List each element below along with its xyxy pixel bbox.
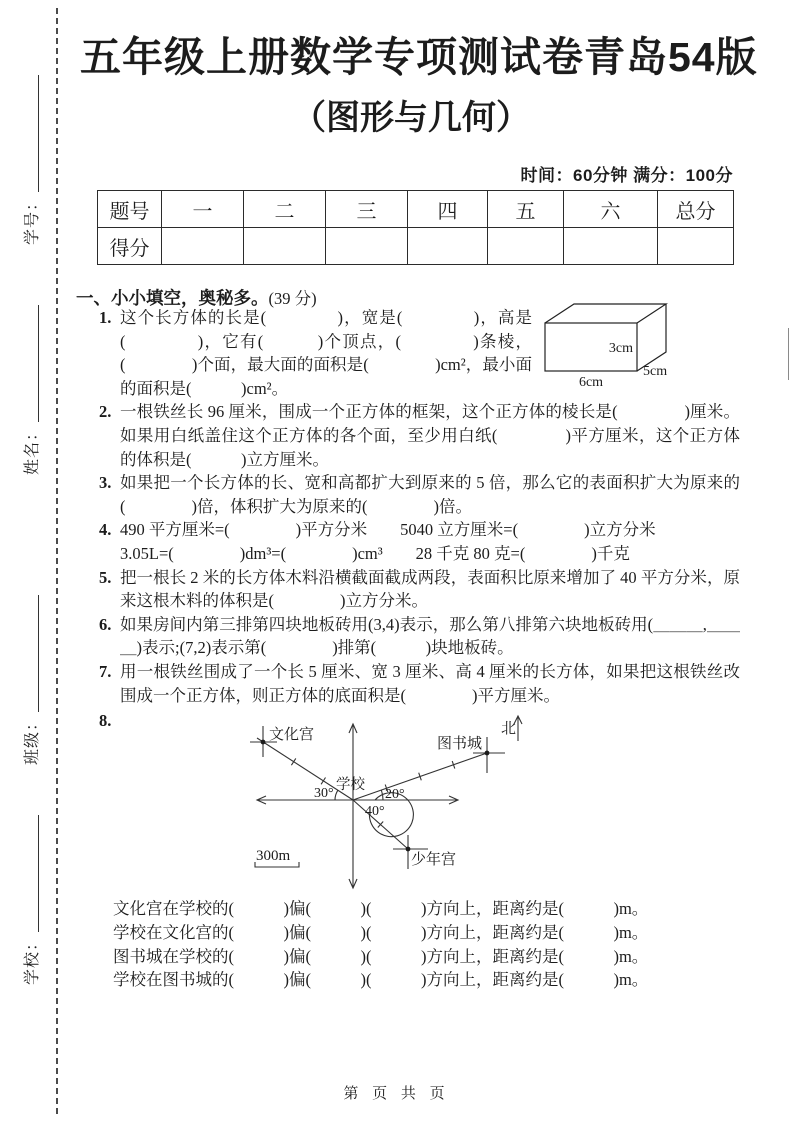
page-title: 五年级上册数学专项测试卷青岛54版	[80, 34, 758, 80]
direction-map-figure	[225, 709, 565, 897]
question-2	[97, 400, 740, 471]
class-field	[20, 595, 42, 765]
cuboid-width-label: 6cm	[578, 375, 604, 390]
question-7-number: 7.	[99, 661, 112, 681]
question-6-number: 6.	[99, 614, 112, 634]
score-cell	[488, 228, 564, 265]
north-label: 北	[501, 721, 517, 738]
page-subtitle: （图形与几何）	[292, 99, 530, 137]
question-3-text: 如果把一个长方体的长、宽和高都扩大到原来的 5 倍，那么它的表面积扩大为原来的( )倍，体积扩大为原来的( )倍。	[120, 473, 740, 516]
score-header-cell: 一	[162, 191, 244, 228]
student-id-label: 学号：	[24, 193, 41, 245]
score-cell	[658, 228, 734, 265]
angle-ne-label: 20°	[385, 787, 405, 803]
question-8-statements	[113, 897, 740, 992]
statement-line: 学校在文化宫的( )偏( )( )方向上，距离约是( )m。	[113, 922, 649, 942]
name-label: 姓名：	[24, 423, 41, 475]
place-se-label: 少年宫	[411, 852, 457, 869]
score-table	[97, 190, 734, 265]
angle-nw-label: 30°	[314, 786, 334, 802]
score-header-cell: 二	[244, 191, 326, 228]
student-id-field	[20, 75, 42, 245]
name-field	[20, 305, 42, 475]
page-footer: 第 页 共 页	[343, 1086, 450, 1102]
name-blank-line	[24, 305, 39, 422]
student-id-blank-line	[24, 75, 39, 192]
score-header-cell: 六	[564, 191, 658, 228]
statement-line: 文化宫在学校的( )偏( )( )方向上，距离约是( )m。	[113, 899, 649, 919]
question-6	[97, 613, 740, 660]
question-list	[97, 306, 740, 992]
question-4-text-line2: 3.05L=( )dm³=( )cm³ 28 千克 80 克=( )千克	[120, 543, 630, 563]
time-score-meta: 时间：60分钟 满分：100分	[520, 166, 733, 185]
section-1-title: 一、小小填空，奥秘多。	[76, 288, 269, 308]
score-header-cell: 题号	[98, 191, 162, 228]
question-5	[97, 566, 740, 613]
question-5-number: 5.	[99, 567, 112, 587]
section-1-points: (39 分)	[268, 289, 317, 308]
question-1-number: 1.	[99, 308, 112, 327]
score-cell	[244, 228, 326, 265]
place-ne-label: 图书城	[437, 736, 483, 753]
center-school-label: 学校	[336, 777, 365, 794]
question-8-number: 8.	[99, 711, 112, 731]
score-cell	[564, 228, 658, 265]
score-table-score-row	[98, 228, 734, 265]
score-cell	[326, 228, 408, 265]
school-blank-line	[24, 815, 39, 932]
question-4-text-line1: 490 平方厘米=( )平方分米 5040 立方厘米=( )立方分米	[120, 520, 656, 540]
cuboid-depth-label: 5cm	[643, 364, 668, 379]
question-2-text: 一根铁丝长 96 厘米，围成一个正方体的框架，这个正方体的棱长是( )厘米。如果用白纸盖住这个正方体的各个面，至少用白纸( )平方厘米，这个正方体的体积是( )立方厘米。	[120, 402, 740, 469]
angle-se-label: 40°	[365, 804, 385, 820]
score-header-cell: 三	[326, 191, 408, 228]
cuboid-figure	[540, 296, 740, 390]
question-7-text: 用一根铁丝围成了一个长 5 厘米、宽 3 厘米、高 4 厘米的长方体，如果把这根铁丝改围成一个正方体，则正方体的底面积是( )平方厘米。	[120, 661, 740, 705]
school-field	[20, 815, 42, 985]
question-4-number: 4.	[99, 520, 112, 540]
school-label: 学校：	[24, 933, 41, 985]
question-8	[97, 709, 740, 992]
statement-line: 图书城在学校的( )偏( )( )方向上，距离约是( )m。	[113, 946, 649, 966]
page-trim-mark	[788, 328, 789, 380]
score-cell	[408, 228, 488, 265]
question-6-text: 如果房间内第三排第四块地板砖用(3,4)表示，那么第八排第六块地板砖用(＿＿＿,＿＿＿)表示;(7,2)表示第( )排第( )块地板砖。	[120, 614, 740, 658]
score-cell	[162, 228, 244, 265]
statement-line: 学校在图书城的( )偏( )( )方向上，距离约是( )m。	[113, 970, 649, 990]
question-3	[97, 471, 740, 518]
class-label: 班级：	[24, 713, 41, 765]
question-1-text: 这个长方体的长是( )，宽是( )，高是( )，它有( )个顶点，( )条棱，( )个面，最大面的面积是( )cm²，最小面的面积是( )cm²。	[120, 308, 532, 398]
score-row-label: 得分	[98, 228, 162, 265]
place-nw-label: 文化宫	[269, 727, 315, 744]
question-2-number: 2.	[99, 402, 112, 422]
question-4	[97, 518, 740, 565]
scale-label: 300m	[256, 848, 291, 865]
question-5-text: 把一根长 2 米的长方体木料沿横截面截成两段，表面积比原来增加了 40 平方分米，原来这根木料的体积是( )立方分米。	[120, 567, 740, 611]
score-header-cell: 四	[408, 191, 488, 228]
question-1	[97, 306, 740, 400]
cuboid-height-label: 3cm	[608, 341, 633, 356]
score-header-cell: 五	[488, 191, 564, 228]
binding-dashed-line	[56, 8, 58, 1114]
question-7	[97, 660, 740, 707]
score-table-header-row	[98, 191, 734, 228]
class-blank-line	[24, 595, 39, 712]
score-header-cell: 总分	[658, 191, 734, 228]
cuboid-drawing	[540, 296, 680, 392]
direction-map-drawing	[225, 709, 565, 897]
question-3-number: 3.	[99, 473, 112, 493]
